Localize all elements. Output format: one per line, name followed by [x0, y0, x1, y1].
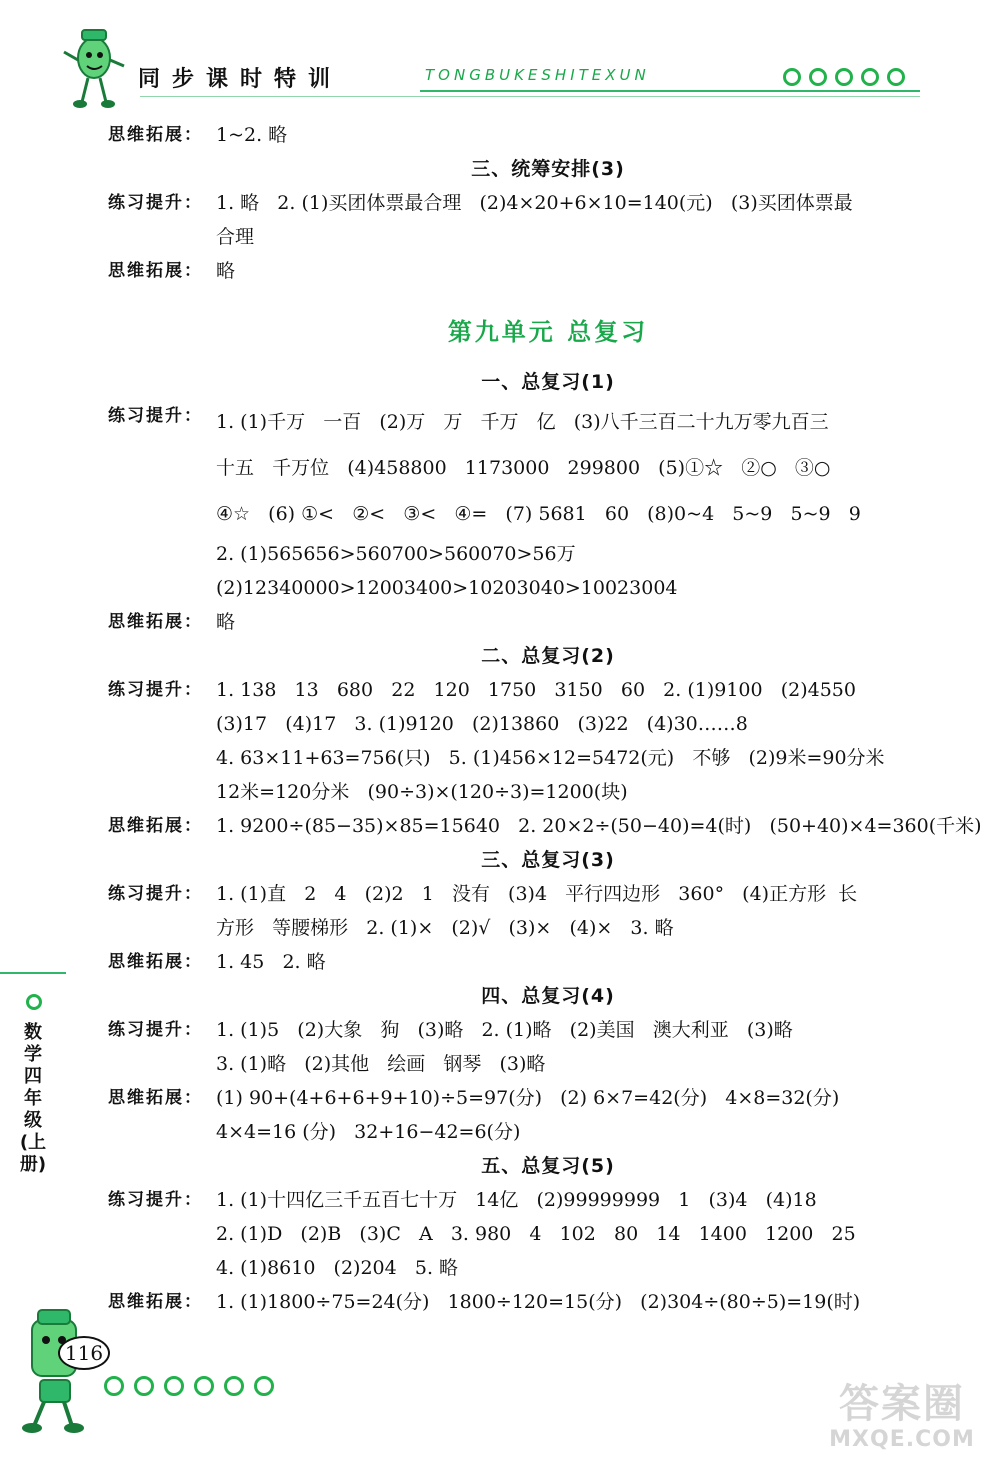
watermark-url: MXQE.COM	[829, 1427, 975, 1452]
circle-icon	[887, 68, 905, 86]
answer-line: 2. (1)565656>560700>560070>56万	[216, 543, 576, 565]
answer-label: 思维拓展：	[108, 125, 203, 145]
answer-label: 思维拓展：	[108, 952, 203, 972]
answer-row	[108, 877, 928, 945]
answer-label: 思维拓展：	[108, 1088, 203, 1108]
side-tab-label: 数学 四年级(上册)	[19, 1022, 47, 1175]
answer-line: 1. 9200÷(85−35)×85=15640 2. 20×2÷(50−40)=4(时) (50+40)×4=360(千米)	[216, 815, 982, 837]
answer-line: 1. (1)直 2 4 (2)2 1 没有 (3)4 平行四边形 360° (4)正方形 长	[216, 883, 858, 905]
answer-line: 合理	[216, 226, 255, 248]
section-title: 一、总复习(1)	[481, 371, 615, 393]
page-header	[0, 0, 1000, 110]
section-title: 五、总复习(5)	[481, 1155, 615, 1177]
answer-line: 4. (1)8610 (2)204 5. 略	[216, 1257, 459, 1279]
circle-icon	[809, 68, 827, 86]
section-title: 三、总复习(3)	[481, 849, 615, 871]
robot-mascot-icon	[18, 1306, 108, 1436]
answer-text	[216, 1013, 928, 1081]
answer-line: (3)17 (4)17 3. (1)9120 (2)13860 (3)22 (4)30……8	[216, 713, 748, 735]
circle-icon	[254, 1376, 274, 1396]
answer-row	[108, 1183, 928, 1285]
circle-icon	[783, 68, 801, 86]
answer-text	[216, 877, 928, 945]
section-title: 二、总复习(2)	[481, 645, 615, 667]
page-number: 116	[58, 1336, 110, 1370]
watermark	[812, 1382, 992, 1462]
answer-line: 3. (1)略 (2)其他 绘画 钢琴 (3)略	[216, 1053, 546, 1075]
answer-row	[108, 1285, 928, 1319]
header-pinyin: TONGBUKESHITEXUN	[425, 66, 650, 84]
answer-text	[216, 1285, 928, 1319]
answer-text	[216, 945, 928, 979]
answer-label: 练习提升：	[108, 1020, 203, 1040]
answer-line: ④☆ (6) ①< ②< ③< ④= (7) 5681 60 (8)0~4 5~9 5~9 9	[216, 503, 861, 525]
answer-line: 1. (1)1800÷75=24(分) 1800÷120=15(分) (2)304÷(80÷5)=19(时)	[216, 1291, 861, 1313]
answer-text	[216, 809, 982, 843]
answer-label: 思维拓展：	[108, 261, 203, 281]
answer-row	[108, 945, 928, 979]
answer-line: 4. 63×11+63=756(只) 5. (1)456×12=5472(元) 不够 (2)9米=90分米	[216, 747, 885, 769]
answer-text	[216, 186, 928, 254]
answer-line: 十五 千万位 (4)458800 1173000 299800 (5)①☆ ②○ ③○	[216, 457, 831, 479]
mascot-icon	[60, 22, 130, 112]
answer-text	[216, 673, 928, 809]
answer-line: 方形 等腰梯形 2. (1)× (2)√ (3)× (4)× 3. 略	[216, 917, 674, 939]
answer-label: 思维拓展：	[108, 816, 203, 836]
answer-line: 1. 45 2. 略	[216, 951, 326, 973]
answer-row	[108, 809, 982, 843]
unit-title: 第九单元 总复习	[447, 318, 649, 346]
answer-row	[108, 118, 928, 152]
circle-icon	[26, 994, 42, 1010]
circle-icon	[164, 1376, 184, 1396]
answer-label: 思维拓展：	[108, 612, 203, 632]
answer-line: 2. (1)D (2)B (3)C A 3. 980 4 102 80 14 1400 1200 25	[216, 1223, 856, 1245]
circle-icon	[224, 1376, 244, 1396]
header-dots	[783, 68, 905, 86]
side-divider	[0, 972, 66, 974]
header-title: 同步课时特训	[138, 67, 343, 92]
answer-line: 12米=120分米 (90÷3)×(120÷3)=1200(块)	[216, 781, 628, 803]
circle-icon	[861, 68, 879, 86]
section-title: 三、统筹安排(3)	[471, 158, 625, 180]
answer-label: 练习提升：	[108, 406, 203, 426]
answer-row	[108, 1081, 928, 1149]
answer-line: 1. (1)5 (2)大象 狗 (3)略 2. (1)略 (2)美国 澳大利亚 (3)略	[216, 1019, 793, 1041]
answer-label: 练习提升：	[108, 1190, 203, 1210]
answer-line: (1) 90+(4+6+6+9+10)÷5=97(分) (2) 6×7=42(分) 4×8=32(分)	[216, 1087, 840, 1109]
answer-row	[108, 186, 928, 254]
header-divider	[420, 90, 920, 92]
section-title: 四、总复习(4)	[481, 985, 615, 1007]
answer-line: 1. 略 2. (1)买团体票最合理 (2)4×20+6×10=140(元) (3)买团体票最	[216, 192, 853, 214]
answer-line: 1. (1)千万 一百 (2)万 万 千万 亿 (3)八千三百二十九万零九百三	[216, 411, 829, 433]
watermark-title: 答案圈	[839, 1381, 965, 1427]
circle-icon	[134, 1376, 154, 1396]
circle-icon	[194, 1376, 214, 1396]
answer-line: 略	[216, 260, 236, 282]
answer-label: 练习提升：	[108, 680, 203, 700]
answer-row	[108, 673, 928, 809]
answer-line: 1~2. 略	[216, 124, 288, 146]
answer-line: 1. (1)十四亿三千五百七十万 14亿 (2)99999999 1 (3)4 (4)18	[216, 1189, 817, 1211]
circle-icon	[104, 1376, 124, 1396]
footer-dots	[104, 1376, 274, 1396]
answer-text	[216, 254, 928, 288]
answer-row	[108, 1013, 928, 1081]
answer-label: 思维拓展：	[108, 1292, 203, 1312]
answer-row	[108, 605, 928, 639]
answer-line: 1. 138 13 680 22 120 1750 3150 60 2. (1)9100 (2)4550	[216, 679, 856, 701]
answer-text	[216, 1081, 928, 1149]
answer-row	[108, 399, 928, 605]
answer-line: 略	[216, 611, 236, 633]
circle-icon	[835, 68, 853, 86]
answer-text	[216, 1183, 928, 1285]
answer-text	[216, 605, 928, 639]
answer-text	[216, 399, 928, 605]
answer-label: 练习提升：	[108, 884, 203, 904]
answer-row	[108, 254, 928, 288]
header-divider-thin	[140, 96, 920, 97]
answer-line: (2)12340000>12003400>10203040>10023004	[216, 577, 678, 599]
answer-text	[216, 118, 928, 152]
answer-label: 练习提升：	[108, 193, 203, 213]
answer-content	[108, 118, 982, 1319]
answer-line: 4×4=16 (分) 32+16−42=6(分)	[216, 1121, 521, 1143]
